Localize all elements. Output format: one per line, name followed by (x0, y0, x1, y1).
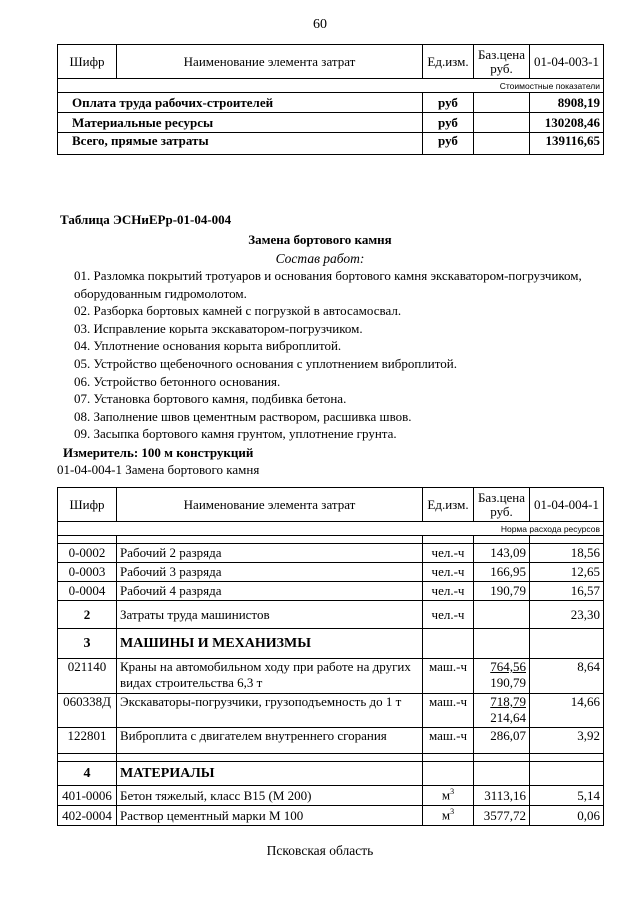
work-items-list (74, 267, 594, 443)
list-item: 08. Заполнение швов цементным раствором, расшивка швов. (74, 408, 412, 424)
table-row: 122801 Виброплита с двигателем внутреннего сгорания маш.-ч 286,07 3,92 (58, 728, 604, 754)
resource-table-2 (57, 487, 604, 826)
table-row: Материальные ресурсы руб 130208,46 (58, 113, 604, 133)
col-price-header: Баз.цена руб. (474, 488, 530, 522)
col-code-header: Шифр (58, 488, 117, 522)
list-item: 05. Устройство щебеночного основания с уплотнением виброплитой. (74, 355, 457, 371)
col-name-header: Наименование элемента затрат (117, 45, 423, 79)
table-row: 2 Затраты труда машинистов чел.-ч 23,30 (58, 601, 604, 629)
table-row: 060338Д Экскаваторы-погрузчики, грузоподъемность до 1 т маш.-ч 718,79 214,64 14,66 (58, 694, 604, 728)
work-subtitle: Состав работ: (275, 251, 365, 266)
table-row: 401-0006 Бетон тяжелый, класс B15 (М 200) $м^3$ 3113,16 5,14 (58, 786, 604, 806)
section-row: 3 МАШИНЫ И МЕХАНИЗМЫ (58, 629, 604, 659)
col-code-header: Шифр (58, 45, 117, 79)
list-item: 01. Разломка покрытий тротуаров и основания бортового камня экскаватором-погрузчиком, (74, 268, 582, 283)
table-row: 0-0004 Рабочий 4 разряда чел.-ч 190,79 16,57 (58, 582, 604, 601)
section-row: 4 МАТЕРИАЛЫ (58, 762, 604, 786)
table-row: 021140 Краны на автомобильном ходу при работе на других видах строительства 6,3 т маш.-ч 764,56 190,79 8,64 (58, 659, 604, 694)
col-unit-header: Ед.изм. (423, 488, 474, 522)
cost-table-1 (57, 44, 604, 155)
code-line: 01-04-004-1 Замена бортового камня (57, 462, 260, 477)
table-row: 402-0004 Раствор цементный марки М 100 $м^3$ 3577,72 0,06 (58, 806, 604, 826)
subheader: Норма расхода ресурсов (58, 522, 604, 536)
list-item: 02. Разборка бортовых камней с погрузкой в автосамосвал. (74, 303, 402, 319)
table-row: Всего, прямые затраты руб 139116,65 (58, 133, 604, 155)
table-row: 0-0003 Рабочий 3 разряда чел.-ч 166,95 12,65 (58, 563, 604, 582)
footer-region: Псковская область (266, 843, 374, 858)
list-item: 09. Засыпка бортового камня грунтом, уплотнение грунта. (74, 426, 397, 442)
col-unit-header: Ед.изм. (423, 45, 474, 79)
list-item: оборудованным гидромолотом. (74, 285, 247, 301)
page-number: 60 (313, 17, 327, 32)
list-item: 06. Устройство бетонного основания. (74, 373, 281, 389)
table-caption: Таблица ЭСНиЕРр-01-04-004 (60, 212, 232, 227)
col-price-header: Баз.цена руб. (474, 45, 530, 79)
list-item: 04. Уплотнение основания корыта виброплитой. (74, 338, 342, 354)
col-name-header: Наименование элемента затрат (117, 488, 423, 522)
list-item: 07. Установка бортового камня, подбивка бетона. (74, 391, 347, 407)
col-rate-header: 01-04-003-1 (530, 45, 604, 79)
meter: Измеритель: 100 м конструкций (63, 445, 254, 460)
work-title: Замена бортового камня (248, 232, 392, 247)
table-row: Оплата труда рабочих-строителей руб 8908,19 (58, 93, 604, 113)
subheader: Стоимостные показатели (58, 79, 604, 93)
col-rate-header: 01-04-004-1 (530, 488, 604, 522)
list-item: 03. Исправление корыта экскаватором-погрузчиком. (74, 320, 363, 336)
table-row: 0-0002 Рабочий 2 разряда чел.-ч 143,09 18,56 (58, 544, 604, 563)
